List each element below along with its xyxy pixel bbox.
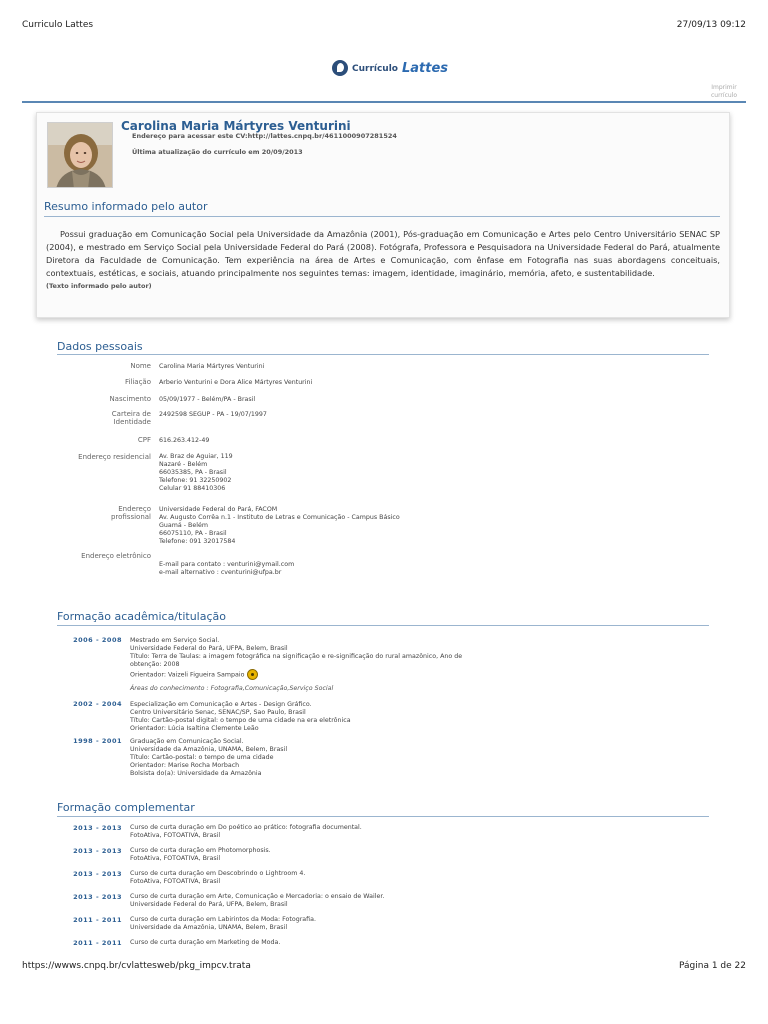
resumo-divider — [44, 216, 720, 217]
complementar-entry — [130, 870, 305, 886]
entry-line: Curso de curta duração em Descobrindo o Lightroom 4. — [130, 870, 306, 877]
print-footer-page: Página 1 de 22 — [679, 961, 746, 971]
entry-line: Universidade da Amazônia, UNAMA, Belem, Brasil — [130, 746, 288, 753]
formacao-years: 2006 - 2008 — [73, 636, 122, 644]
section-title-formacao-academica: Formação acadêmica/titulação — [57, 610, 226, 623]
resumo-note: (Texto informado pelo autor) — [46, 282, 152, 290]
complementar-entry — [130, 916, 316, 932]
complementar-entry — [130, 824, 362, 840]
entry-line: Orientador: Lúcia Isaltina Clemente Leão — [130, 725, 259, 732]
field-value-cpf: 616.263.412-49 — [159, 437, 210, 444]
entry-line: Especialização em Comunicação e Artes - Design Gráfico. — [130, 701, 312, 708]
complementar-years: 2013 - 2013 — [73, 870, 122, 878]
print-footer-url: https://wwws.cnpq.br/cvlattesweb/pkg_impcv.trata — [22, 961, 251, 971]
print-cv-line1: Imprimir — [711, 84, 737, 91]
formacao-entry — [130, 701, 351, 733]
entry-line: Curso de curta duração em Do poético ao prático: fotografia documental. — [130, 824, 362, 831]
print-footer — [22, 961, 746, 975]
entry-line: FotoAtiva, FOTOATIVA, Brasil — [130, 832, 221, 839]
entry-line: Universidade da Amazônia, UNAMA, Belem, Brasil — [130, 924, 288, 931]
entry-line: Graduação em Comunicação Social. — [130, 738, 244, 745]
entry-line: Curso de curta duração em Arte, Comunicação e Mercadoria: o ensaio de Wailer. — [130, 893, 385, 900]
entry-line: Orientador: Vaizeli Figueira Sampaio — [130, 671, 245, 679]
field-label: Endereço eletrônico — [81, 552, 151, 560]
entry-line: Universidade Federal do Pará, UFPA, Belem, Brasil — [130, 901, 288, 908]
entry-line: Centro Universitário Senac, SENAC/SP, Sao Paulo, Brasil — [130, 709, 306, 716]
field-label: Filiação — [124, 378, 151, 386]
print-cv-link[interactable] — [702, 84, 746, 100]
complementar-years: 2013 - 2013 — [73, 847, 122, 855]
lattes-cv-link-icon[interactable] — [247, 669, 258, 680]
field-label: Nome — [130, 362, 151, 370]
complementar-entry — [130, 847, 271, 863]
field-label: CPF — [137, 436, 151, 444]
field-label-identidade: Carteira de Identidade — [111, 410, 151, 426]
header-divider — [22, 101, 746, 103]
field-value-endereco-profissional: Universidade Federal do Pará, FACOM Av. Augusto Corrêa n.1 - Instituto de Letras e Comunicação - Campus Básico Guamá - Belém 66075110, PA - Brasil Telefone: 091 32017584 — [159, 506, 400, 545]
lattes-logo[interactable] — [332, 58, 448, 78]
field-label: Endereço residencial — [78, 453, 151, 461]
entry-line: Orientador: Marise Rocha Morbach — [130, 762, 240, 769]
entry-line: Bolsista do(a): Universidade da Amazônia — [130, 770, 262, 777]
complementar-entry — [130, 939, 280, 947]
entry-line: FotoAtiva, FOTOATIVA, Brasil — [130, 878, 221, 885]
field-value-endereco-residencial: Av. Braz de Aguiar, 119 Nazaré - Belém 66035385, PA - Brasil Telefone: 91 32250902 Celular 91 88410306 — [159, 453, 233, 492]
section-divider-formacao-complementar — [57, 816, 709, 817]
entry-areas: Áreas do conhecimento : Fotografia,Comunicação,Serviço Social — [130, 685, 334, 692]
complementar-years: 2011 - 2011 — [73, 939, 122, 947]
section-divider-formacao-academica — [57, 625, 709, 626]
cv-address[interactable]: Endereço para acessar este CV:http://lattes.cnpq.br/4611000907281524 — [132, 132, 397, 140]
formacao-years: 1998 - 2001 — [73, 737, 122, 745]
formacao-entry — [130, 637, 462, 693]
section-divider-dados-pessoais — [57, 354, 709, 355]
field-value-nome: Carolina Maria Mártyres Venturini — [159, 363, 265, 370]
field-value-nascimento: 05/09/1977 - Belém/PA - Brasil — [159, 396, 256, 403]
print-cv-line2: currículo — [710, 92, 738, 99]
complementar-years: 2011 - 2011 — [73, 916, 122, 924]
field-value-identidade: 2492598 SEGUP - PA - 19/07/1997 — [159, 411, 267, 418]
field-value-endereco-eletronico[interactable]: E-mail para contato : venturini@ymail.com e-mail alternativo : cventurini@ufpa.br — [159, 561, 295, 576]
cv-last-update: Última atualização do currículo em 20/09/2013 — [132, 148, 303, 156]
complementar-years: 2013 - 2013 — [73, 824, 122, 832]
complementar-entry — [130, 893, 384, 909]
complementar-years: 2013 - 2013 — [73, 893, 122, 901]
profile-name: Carolina Maria Mártyres Venturini — [121, 119, 351, 133]
resumo-title: Resumo informado pelo autor — [44, 200, 208, 213]
entry-line: Universidade Federal do Pará, UFPA, Belem, Brasil — [130, 645, 288, 652]
entry-line: Curso de curta duração em Labirintos da Moda: Fotografia. — [130, 916, 316, 923]
section-title-dados-pessoais: Dados pessoais — [57, 340, 143, 353]
formacao-entry — [130, 738, 287, 778]
entry-line: Título: Cartão-postal digital: o tempo de uma cidade na era eletrônica — [130, 717, 351, 724]
avatar — [47, 122, 113, 188]
entry-line: Curso de curta duração em Photomorphosis. — [130, 847, 271, 854]
entry-line: Título: Terra de Taulas: a imagem fotográfica na significação e re-significação do rural amazônico, Ano de — [130, 653, 463, 660]
logo-text-big: Lattes — [401, 60, 449, 76]
field-label: Nascimento — [109, 395, 151, 403]
print-header-title: Curriculo Lattes — [22, 20, 94, 30]
field-label — [27, 505, 151, 521]
entry-line: FotoAtiva, FOTOATIVA, Brasil — [130, 855, 221, 862]
field-value-filiacao: Arberio Venturini e Dora Alice Mártyres Venturini — [159, 379, 313, 386]
entry-line: obtenção: 2008 — [130, 661, 180, 668]
entry-line: Mestrado em Serviço Social. — [130, 637, 220, 644]
entry-line: Curso de curta duração em Marketing de Moda. — [130, 939, 281, 946]
field-label-endereco-profissional: Endereço profissional — [110, 505, 151, 521]
print-header — [22, 20, 746, 34]
formacao-years: 2002 - 2004 — [73, 700, 122, 708]
section-title-formacao-complementar: Formação complementar — [57, 801, 195, 814]
lattes-logo-icon — [332, 60, 348, 76]
print-header-datetime: 27/09/13 09:12 — [676, 20, 746, 30]
resumo-text: Possui graduação em Comunicação Social pela Universidade da Amazônia (2001), Pós-graduação em Comunicação e Artes pelo Centro Universitário SENAC SP (2004), e mestrado em Serviço Social pela Universidade Federal do Pará (2008). Fotógrafa, Professora e Pesquisadora na Universidade Federal do Pará, atualmente Diretora da Faculdade de Comunicação. Tem experiência na área de Artes e Comunicação, com ênfase em Fotografia nas suas abordagens conceituais, contextuais, estéticas, e sociais, atuando principalmente nos seguintes temas: imagem, identidade, imaginário, memória, afeto, e sustentabilidade. — [46, 229, 720, 278]
logo-text-small: Currículo — [352, 64, 398, 74]
entry-line: Título: Cartão-postal: o tempo de uma cidade — [130, 754, 274, 761]
field-label — [27, 410, 151, 426]
